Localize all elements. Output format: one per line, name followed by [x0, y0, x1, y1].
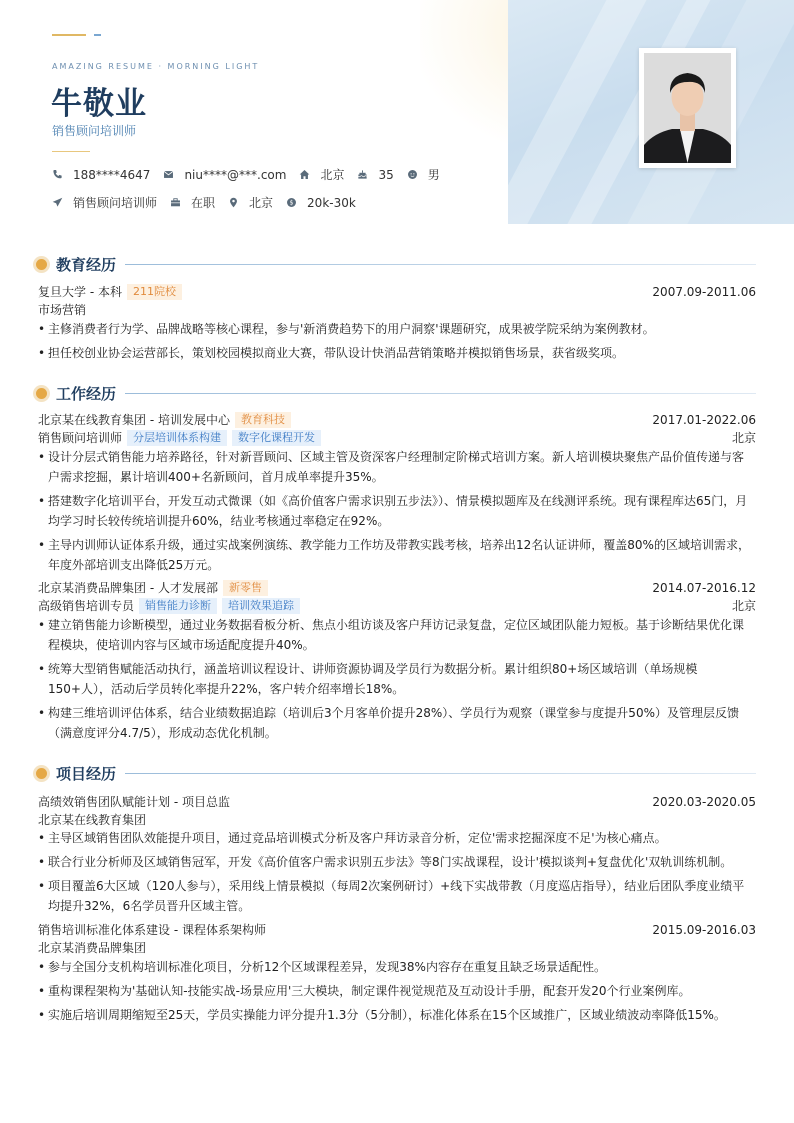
- company-name: 北京某在线教育集团 - 培训发展中心: [38, 413, 230, 427]
- project-org-row: [38, 939, 756, 956]
- role-tag: 销售能力诊断: [139, 598, 217, 614]
- school-tag: 211院校: [127, 284, 182, 300]
- role-tag: 数字化课程开发: [232, 430, 321, 446]
- project-org: 北京某消费品牌集团: [38, 941, 147, 955]
- intent-city-info: [228, 194, 273, 211]
- role-tag: 培训效果追踪: [222, 598, 300, 614]
- section-work: [34, 383, 756, 404]
- section-heading: 项目经历: [56, 765, 117, 783]
- profile-photo-frame: [639, 48, 736, 168]
- project-org: 北京某在线教育集团: [38, 813, 147, 827]
- project-header: [38, 793, 756, 810]
- section-dot: [36, 259, 47, 270]
- job-role: 高级销售培训专员: [38, 599, 135, 613]
- list-item: • 联合行业分析师及区域销售冠军，开发《高价值客户需求识别五步法》等8门实战课程，设计'模拟谈判+复盘优化'双轨训练机制。: [38, 852, 750, 872]
- section-divider: [125, 773, 756, 774]
- section-divider: [125, 264, 756, 265]
- section-projects: [34, 763, 756, 784]
- job-header: [38, 579, 756, 596]
- project-name: 高绩效销售团队赋能计划 - 项目总监: [38, 795, 230, 809]
- list-item: • 参与全国分支机构培训标准化项目，分析12个区域课程差异，发现38%内容存在重复且缺乏场景适配性。: [38, 957, 750, 977]
- job-status-info: [170, 194, 215, 211]
- education-major-row: [38, 301, 756, 318]
- contact-info-row: [52, 166, 453, 183]
- salary-info: [286, 196, 356, 210]
- section-dot: [36, 388, 47, 399]
- age-info: [357, 168, 393, 182]
- job-status-text: 在职: [191, 196, 216, 210]
- job-header: [38, 411, 756, 428]
- list-item: • 主导区域销售团队效能提升项目，通过竞品培训模式分析及客户拜访录音分析，定位'需求挖掘深度不足'为核心痛点。: [38, 828, 750, 848]
- job-city: 北京: [731, 431, 756, 445]
- salary-text: 20k-30k: [307, 195, 356, 210]
- location-icon: [228, 197, 239, 208]
- intent-city-text: 北京: [249, 196, 274, 210]
- list-item: • 主修消费者行为学、品牌战略等核心课程，参与'新消费趋势下的用户洞察'课题研究，成果被学院采纳为案例教材。: [38, 319, 750, 339]
- job-role-row: [38, 597, 756, 614]
- list-item: • 统筹大型销售赋能活动执行，涵盖培训议程设计、讲师资源协调及学员行为数据分析。累计组织80+场区域培训（单场规模150+人），活动后学员转化率提升22%，客户转介绍率增长18%。: [38, 659, 750, 699]
- job-intent-row: [52, 194, 369, 211]
- intent-position-text: 销售顾问培训师: [73, 196, 158, 210]
- decorative-line: [94, 34, 101, 36]
- list-item: • 担任校创业协会运营部长，策划校园模拟商业大赛，带队设计快消品营销策略并模拟销售场景，获省级奖项。: [38, 343, 750, 363]
- company-tag: 新零售: [223, 580, 268, 596]
- list-item: • 重构课程架构为'基础认知-技能实战-场景应用'三大模块，制定课件视觉规范及互动设计手册，配套开发20个行业案例库。: [38, 981, 750, 1001]
- phone-icon: [52, 169, 63, 180]
- money-icon: [286, 197, 297, 208]
- list-item: • 建立销售能力诊断模型，通过业务数据看板分析、焦点小组访谈及客户拜访记录复盘，定位区域团队能力短板。基于诊断结果优化课程模块，使培训内容与区域市场适配度提升40%。: [38, 615, 750, 655]
- section-divider: [125, 393, 756, 394]
- job-role: 销售顾问培训师: [38, 431, 123, 445]
- section-heading: 工作经历: [56, 385, 117, 403]
- city-info: [299, 166, 344, 183]
- project-date: 2020.03-2020.05: [652, 794, 756, 809]
- education-date: 2007.09-2011.06: [652, 284, 756, 299]
- list-item: • 构建三维培训评估体系，结合业绩数据追踪（培训后3个月客单价提升28%）、学员行为观察（课堂参与度提升50%）及管理层反馈（满意度评分4.7/5），形成动态优化机制。: [38, 703, 750, 743]
- job-date: 2014.07-2016.12: [652, 580, 756, 595]
- age-text: 35: [378, 167, 394, 182]
- phone-info: [52, 168, 150, 182]
- gender-icon: [407, 169, 418, 180]
- project-name: 销售培训标准化体系建设 - 课程体系架构师: [38, 923, 266, 937]
- job-city: 北京: [731, 599, 756, 613]
- list-item: • 主导内训师认证体系升级，通过实战案例演练、教学能力工作坊及带教实践考核，培养出12名认证讲师，覆盖80%的区域培训需求，年度外部培训支出降低25万元。: [38, 535, 750, 575]
- school-name: 复旦大学 - 本科: [38, 285, 122, 299]
- city-text: 北京: [320, 168, 345, 182]
- candidate-title: 销售顾问培训师: [52, 124, 137, 138]
- send-icon: [52, 197, 63, 208]
- briefcase-icon: [170, 197, 181, 208]
- mail-icon: [163, 169, 174, 180]
- list-item: • 实施后培训周期缩短至25天，学员实操能力评分提升1.3分（5分制），标准化体系在15个区域推广，区域业绩波动率降低15%。: [38, 1005, 750, 1025]
- project-org-row: [38, 811, 756, 828]
- list-item: • 搭建数字化培训平台，开发互动式微课（如《高价值客户需求识别五步法》）、情景模拟题库及在线测评系统。现有课程库达65门，月均学习时长较传统培训提升60%，结业考核通过率稳定在92%。: [38, 491, 750, 531]
- gender-text: 男: [427, 168, 440, 182]
- list-item: • 设计分层式销售能力培养路径，针对新晋顾问、区域主管及资深客户经理制定阶梯式培训方案。新人培训模块聚焦产品价值传递与客户需求挖掘，累计培训400+名新顾问，首月成单率提升35%。: [38, 447, 750, 487]
- list-item: • 项目覆盖6大区域（120人参与），采用线上情景模拟（每周2次案例研讨）+线下实战带教（月度巡店指导），结业后团队季度业绩平均提升32%，6名学员晋升区域主管。: [38, 876, 750, 916]
- section-dot: [36, 768, 47, 779]
- cake-icon: [357, 169, 368, 180]
- project-date: 2015.09-2016.03: [652, 922, 756, 937]
- candidate-name: 牛敬业: [51, 86, 147, 122]
- intent-position-info: [52, 194, 157, 211]
- role-tag: 分层培训体系构建: [127, 430, 227, 446]
- gender-info: [407, 166, 440, 183]
- project-header: [38, 921, 756, 938]
- svg-text:$: $: [289, 199, 294, 207]
- education-entry-header: [38, 283, 756, 300]
- company-tag: 教育科技: [235, 412, 291, 428]
- section-education: [34, 254, 756, 275]
- decorative-line: [52, 34, 86, 36]
- email-text: niu****@***.com: [184, 167, 287, 182]
- job-date: 2017.01-2022.06: [652, 412, 756, 427]
- phone-text: 188****4647: [73, 167, 151, 182]
- company-name: 北京某消费品牌集团 - 人才发展部: [38, 581, 218, 595]
- resume-tagline: AMAZING RESUME · MORNING LIGHT: [52, 62, 260, 71]
- title-underline: [52, 151, 90, 152]
- major: 市场营销: [38, 303, 87, 317]
- section-heading: 教育经历: [56, 256, 117, 274]
- profile-photo: [644, 53, 731, 163]
- job-role-row: [38, 429, 756, 446]
- home-icon: [299, 169, 310, 180]
- email-info: [163, 168, 286, 182]
